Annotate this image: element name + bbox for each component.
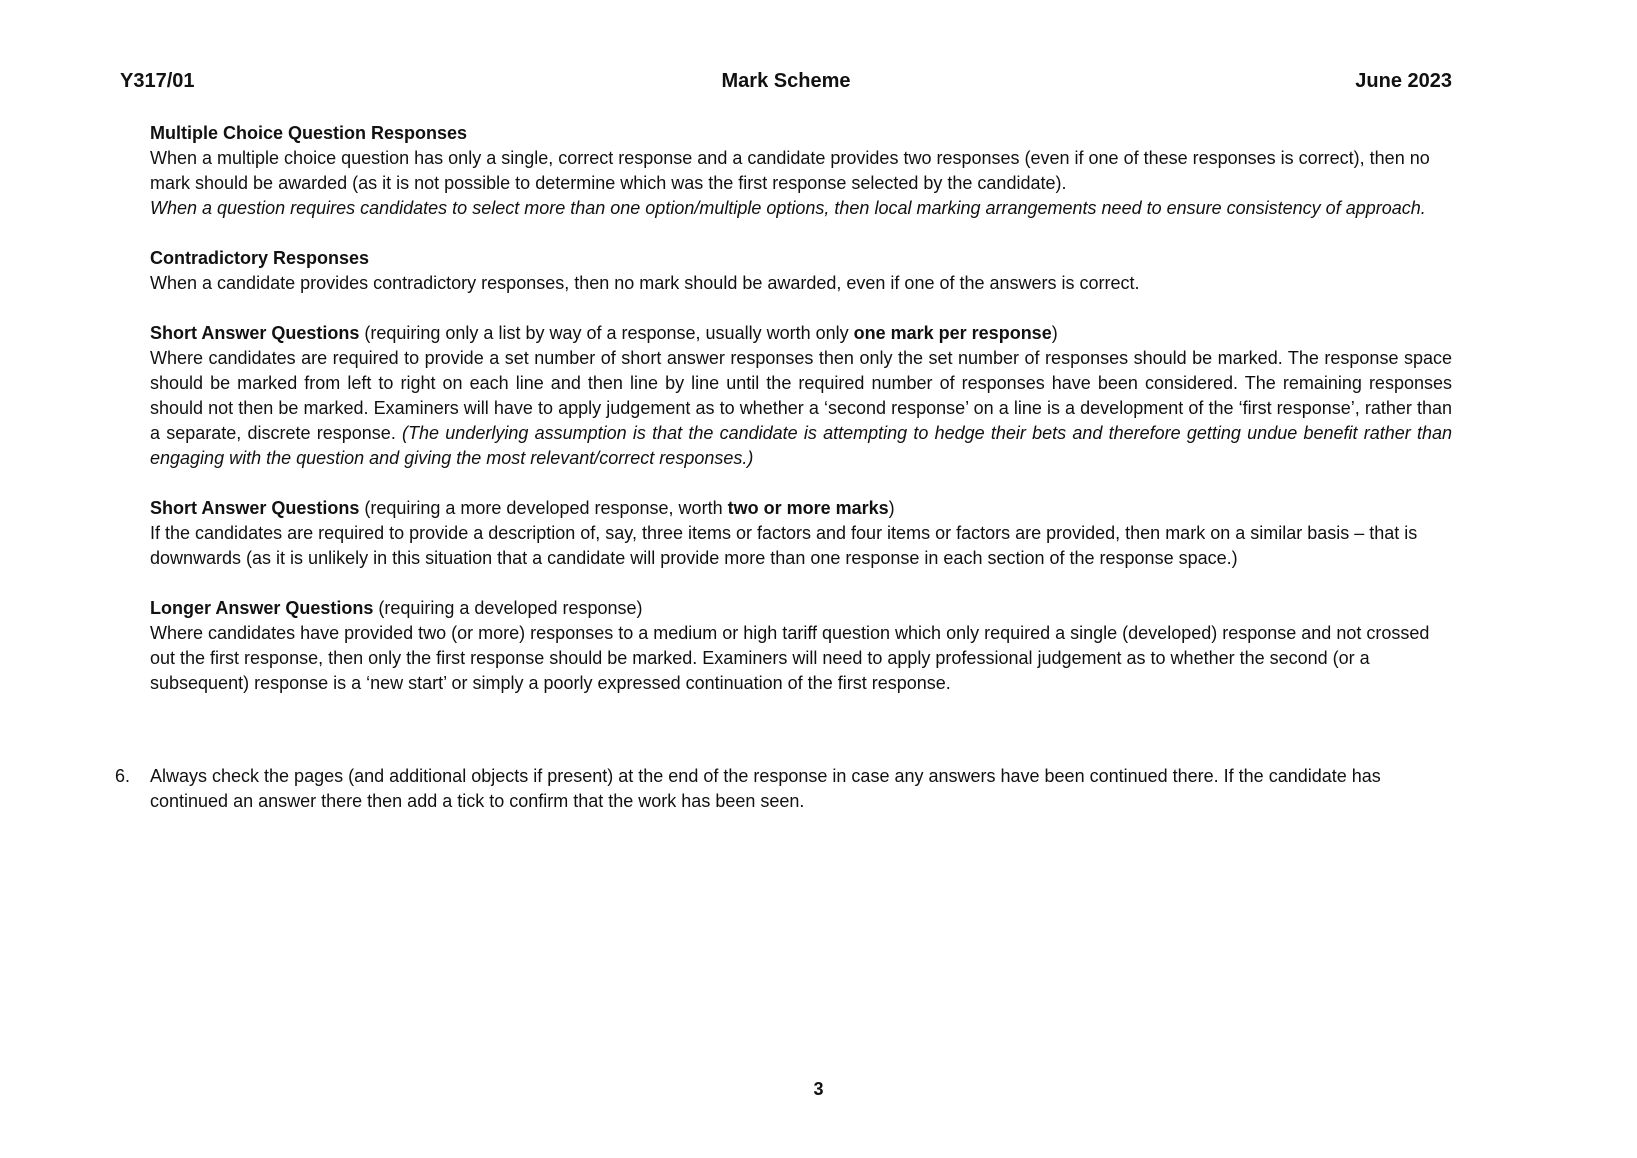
section-heading: Contradictory Responses [150, 248, 370, 268]
doc-title: Mark Scheme [721, 70, 851, 92]
section-short-answer-developed [150, 496, 1452, 571]
paragraph: When a multiple choice question has only a single, correct response and a candidate provides two responses (even if one of these responses is correct), then no mark should be awarded (as it is not possible to determine which was the first response selected by the candidate). [150, 148, 1430, 193]
page-number: 3 [813, 1079, 824, 1099]
doc-code: Y317/01 [120, 70, 195, 92]
paragraph-italic: When a question requires candidates to select more than one option/multiple options, then local marking arrangements need to ensure consistency of approach. [150, 198, 1426, 218]
document-body [150, 121, 1452, 696]
section-heading: Short Answer Questions (requiring only a list by way of a response, usually worth only one mark per response) [150, 323, 1058, 343]
page-header [0, 0, 1637, 93]
paragraph: If the candidates are required to provide a description of, say, three items or factors and four items or factors are provided, then mark on a similar basis – that is downwards (as it is unlikely in this situation that a candidate will provide more than one response in each section of the response space.) [150, 523, 1418, 568]
item-number: 6. [115, 766, 131, 786]
section-heading: Longer Answer Questions (requiring a developed response) [150, 598, 643, 618]
paragraph: When a candidate provides contradictory responses, then no mark should be awarded, even if one of the answers is correct. [150, 273, 1140, 293]
paragraph: Where candidates have provided two (or more) responses to a medium or high tariff question which only required a single (developed) response and not crossed out the first response, then only the first response should be marked. Examiners will need to apply professional judgement as to whether the second (or a subsequent) response is a ‘new start’ or simply a poorly expressed continuation of the first response. [150, 623, 1430, 693]
item-text: Always check the pages (and additional objects if present) at the end of the response in case any answers have been continued there. If the candidate has continued an answer there then add a tick to confirm that the work has been seen. [150, 766, 1381, 811]
section-heading: Short Answer Questions (requiring a more developed response, worth two or more marks) [150, 498, 895, 518]
section-contradictory [150, 246, 1452, 296]
section-multiple-choice [150, 121, 1452, 221]
doc-date: June 2023 [1355, 70, 1452, 92]
numbered-item-6 [115, 764, 1452, 814]
section-heading: Multiple Choice Question Responses [150, 123, 468, 143]
section-longer-answer [150, 596, 1452, 696]
section-short-answer-list [150, 321, 1452, 471]
paragraph: Where candidates are required to provide a set number of short answer responses then only the set number of responses should be marked. The response space should be marked from left to right on each line and then line by line until the required number of responses have been considered. The remaining responses should not then be marked. Examiners will have to apply judgement as to whether a ‘second response’ on a line is a development of the ‘first response’, rather than a separate, discrete response. (The underlying assumption is that the candidate is attempting to hedge their bets and therefore getting undue benefit rather than engaging with the question and giving the most relevant/correct responses.) [150, 348, 1453, 468]
